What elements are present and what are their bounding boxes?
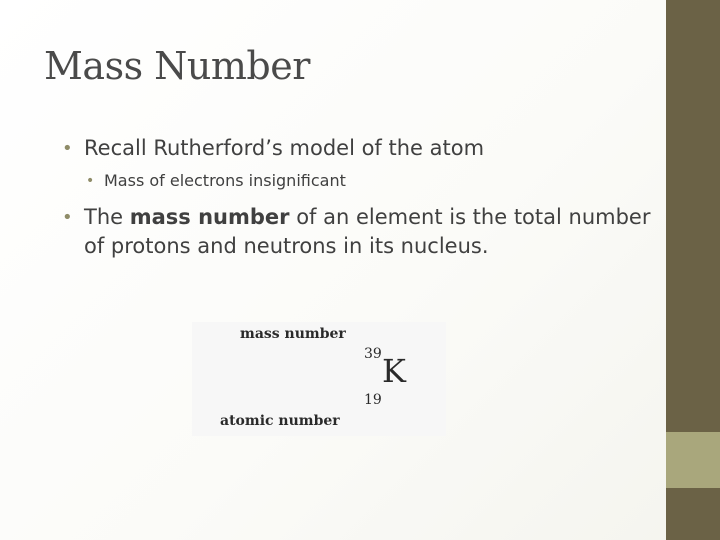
bullet-text-after: of an element is the total number of protons and neutrons in its nucleus. (84, 205, 651, 258)
slide-title: Mass Number (44, 44, 310, 88)
bullet-item (62, 134, 652, 163)
bullet-dot-icon: • (86, 173, 95, 189)
bullet-text-bold: mass number (129, 205, 290, 229)
element-symbol: K (382, 352, 406, 390)
mass-number-value: 39 (364, 346, 382, 362)
bullet-item (62, 203, 652, 261)
side-accent-bar (666, 0, 720, 432)
atomic-number-label: atomic number (220, 413, 340, 429)
bullet-dot-icon: • (62, 207, 73, 228)
bullet-text: Recall Rutherford’s model of the atom (84, 136, 485, 160)
side-accent-band (666, 432, 720, 488)
bullet-list (62, 134, 652, 261)
bullet-dot-icon: • (62, 138, 73, 159)
mass-number-label: mass number (240, 326, 346, 342)
side-accent-bar-bottom (666, 488, 720, 540)
isotope-notation-diagram (192, 322, 446, 436)
sub-bullet-text: Mass of electrons insignificant (104, 171, 346, 190)
atomic-number-value: 19 (364, 392, 382, 408)
sub-bullet-item (62, 170, 652, 192)
bullet-text-before: The (84, 205, 130, 229)
